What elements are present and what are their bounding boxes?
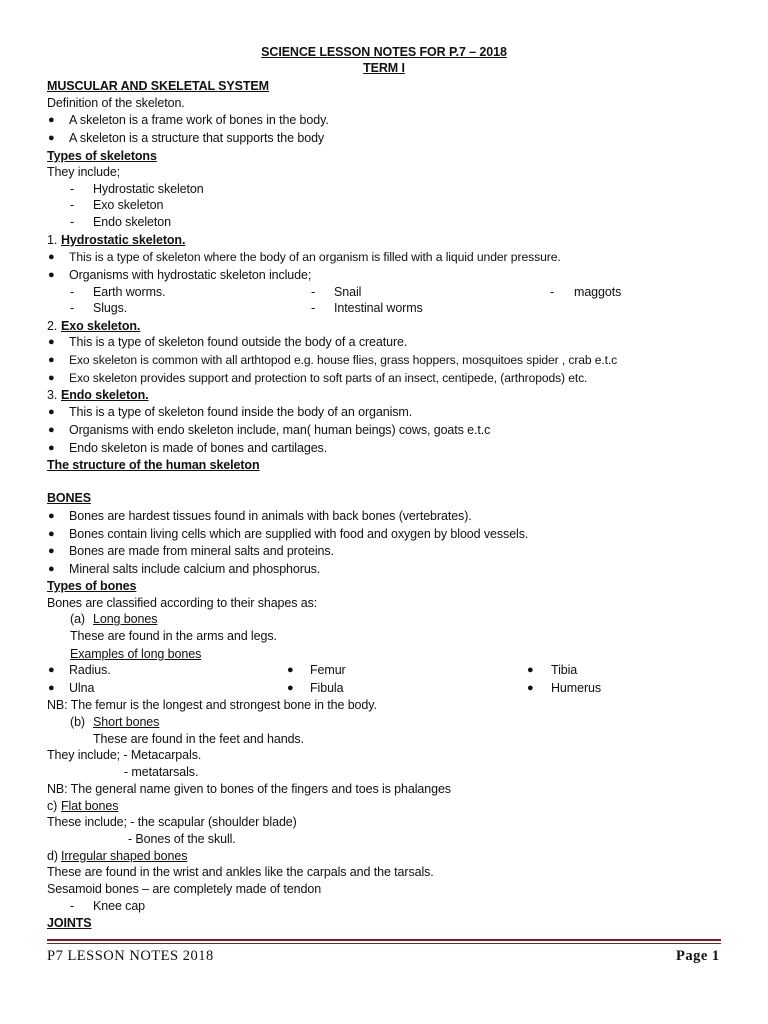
item-label: (b)	[70, 715, 85, 729]
bullet-icon: ●	[527, 664, 534, 676]
section-number: 1.	[47, 233, 58, 247]
list-item: This is a type of skeleton where the body of an organism is filled with a liquid under pressure.	[69, 250, 561, 264]
exo-heading: Exo skeleton.	[61, 319, 141, 333]
static-text: These include; - the scapular (shoulder blade)	[47, 815, 297, 829]
example-item: Snail	[334, 285, 362, 299]
list-item: Bones are hardest tissues found in animals with back bones (vertebrates).	[69, 509, 472, 523]
example-item: maggots	[574, 285, 622, 299]
footer-divider	[47, 939, 721, 941]
list-item: Organisms with endo skeleton include, man( human beings) cows, goats e.t.c	[69, 423, 491, 437]
bullet-icon: ●	[48, 354, 55, 366]
bullet-icon: ●	[48, 336, 55, 348]
example-item: Earth worms.	[93, 285, 166, 299]
bullet-icon: ●	[48, 114, 55, 126]
dash-icon: -	[70, 899, 75, 913]
bullet-icon: ●	[48, 406, 55, 418]
short-bones-heading: Short bones	[93, 715, 160, 729]
section-heading-muscular: MUSCULAR AND SKELETAL SYSTEM	[47, 79, 269, 93]
bullet-icon: ●	[287, 664, 294, 676]
bullet-icon: ●	[48, 664, 55, 676]
list-item: Bones are made from mineral salts and proteins.	[69, 544, 334, 558]
bullet-icon: ●	[48, 424, 55, 436]
document-term: TERM I	[363, 61, 405, 75]
list-item: Exo skeleton is common with all arthtopod e.g. house flies, grass hoppers, mosquitoes spider , crab e.t.c	[69, 353, 618, 367]
list-item: Endo skeleton	[93, 215, 171, 229]
dash-icon: -	[70, 182, 75, 196]
types-heading: Types of skeletons	[47, 149, 157, 163]
example-item: Femur	[310, 663, 346, 677]
dash-icon: -	[311, 285, 316, 299]
item-label: (a)	[70, 612, 85, 626]
long-bones-heading: Long bones	[93, 612, 158, 626]
bullet-icon: ●	[48, 442, 55, 454]
list-item: Exo skeleton provides support and protection to soft parts of an insect, centipede, (arthropods) etc.	[69, 371, 588, 385]
types-of-bones-heading: Types of bones	[47, 579, 137, 593]
static-text: These are found in the arms and legs.	[70, 629, 277, 643]
footer-divider	[47, 943, 721, 944]
example-item: Fibula	[310, 681, 344, 695]
bullet-icon: ●	[48, 528, 55, 540]
dash-icon: -	[311, 301, 316, 315]
example-item: Intestinal worms	[334, 301, 423, 315]
endo-heading: Endo skeleton.	[61, 388, 149, 402]
bullet-icon: ●	[48, 251, 55, 263]
static-text: These are found in the wrist and ankles like the carpals and the tarsals.	[47, 865, 434, 879]
static-text: These are found in the feet and hands.	[93, 732, 304, 746]
definition-label: Definition of the skeleton.	[47, 96, 185, 110]
list-item: Mineral salts include calcium and phosphorus.	[69, 562, 321, 576]
long-bones-examples-heading: Examples of long bones	[70, 647, 202, 661]
dash-icon: -	[70, 198, 75, 212]
static-text: - metatarsals.	[124, 765, 199, 779]
list-item: A skeleton is a structure that supports the body	[69, 131, 325, 145]
dash-icon: -	[70, 301, 75, 315]
bullet-icon: ●	[48, 269, 55, 281]
example-item: Slugs.	[93, 301, 128, 315]
page-number: Page 1	[676, 948, 720, 964]
list-item: A skeleton is a frame work of bones in the body.	[69, 113, 329, 127]
example-item: Tibia	[551, 663, 578, 677]
item-label: c)	[47, 799, 58, 813]
section-number: 2.	[47, 319, 58, 333]
bullet-icon: ●	[48, 132, 55, 144]
list-item: Bones contain living cells which are supplied with food and oxygen by blood vessels.	[69, 527, 529, 541]
static-text: - Bones of the skull.	[128, 832, 236, 846]
bullet-icon: ●	[48, 510, 55, 522]
bullet-icon: ●	[48, 563, 55, 575]
bullet-icon: ●	[287, 682, 294, 694]
list-item: Endo skeleton is made of bones and cartilages.	[69, 441, 328, 455]
bullet-icon: ●	[48, 682, 55, 694]
section-number: 3.	[47, 388, 58, 402]
footer-left: P7 LESSON NOTES 2018	[47, 948, 214, 964]
dash-icon: -	[550, 285, 555, 299]
note-text: NB: The general name given to bones of the fingers and toes is phalanges	[47, 782, 451, 796]
list-item: Organisms with hydrostatic skeleton include;	[69, 268, 312, 282]
hydrostatic-heading: Hydrostatic skeleton.	[61, 233, 186, 247]
list-item: This is a type of skeleton found inside the body of an organism.	[69, 405, 413, 419]
example-item: Radius.	[69, 663, 111, 677]
bullet-icon: ●	[527, 682, 534, 694]
document-title: SCIENCE LESSON NOTES FOR P.7 – 2018	[261, 45, 507, 59]
list-item: Hydrostatic skeleton	[93, 182, 204, 196]
static-text: They include;	[47, 165, 121, 179]
flat-bones-heading: Flat bones	[61, 799, 119, 813]
static-text: Bones are classified according to their shapes as:	[47, 596, 318, 610]
dash-icon: -	[70, 215, 75, 229]
list-item: Knee cap	[93, 899, 146, 913]
bones-heading: BONES	[47, 491, 91, 505]
list-item: Exo skeleton	[93, 198, 164, 212]
bullet-icon: ●	[48, 545, 55, 557]
list-item: This is a type of skeleton found outside the body of a creature.	[69, 335, 408, 349]
dash-icon: -	[70, 285, 75, 299]
item-label: d)	[47, 849, 58, 863]
irregular-bones-heading: Irregular shaped bones	[61, 849, 188, 863]
note-text: NB: The femur is the longest and strongest bone in the body.	[47, 698, 377, 712]
joints-heading: JOINTS	[47, 916, 92, 930]
structure-heading: The structure of the human skeleton	[47, 458, 260, 472]
example-item: Ulna	[69, 681, 95, 695]
bullet-icon: ●	[48, 372, 55, 384]
static-text: They include; - Metacarpals.	[47, 748, 202, 762]
static-text: Sesamoid bones – are completely made of tendon	[47, 882, 322, 896]
example-item: Humerus	[551, 681, 602, 695]
